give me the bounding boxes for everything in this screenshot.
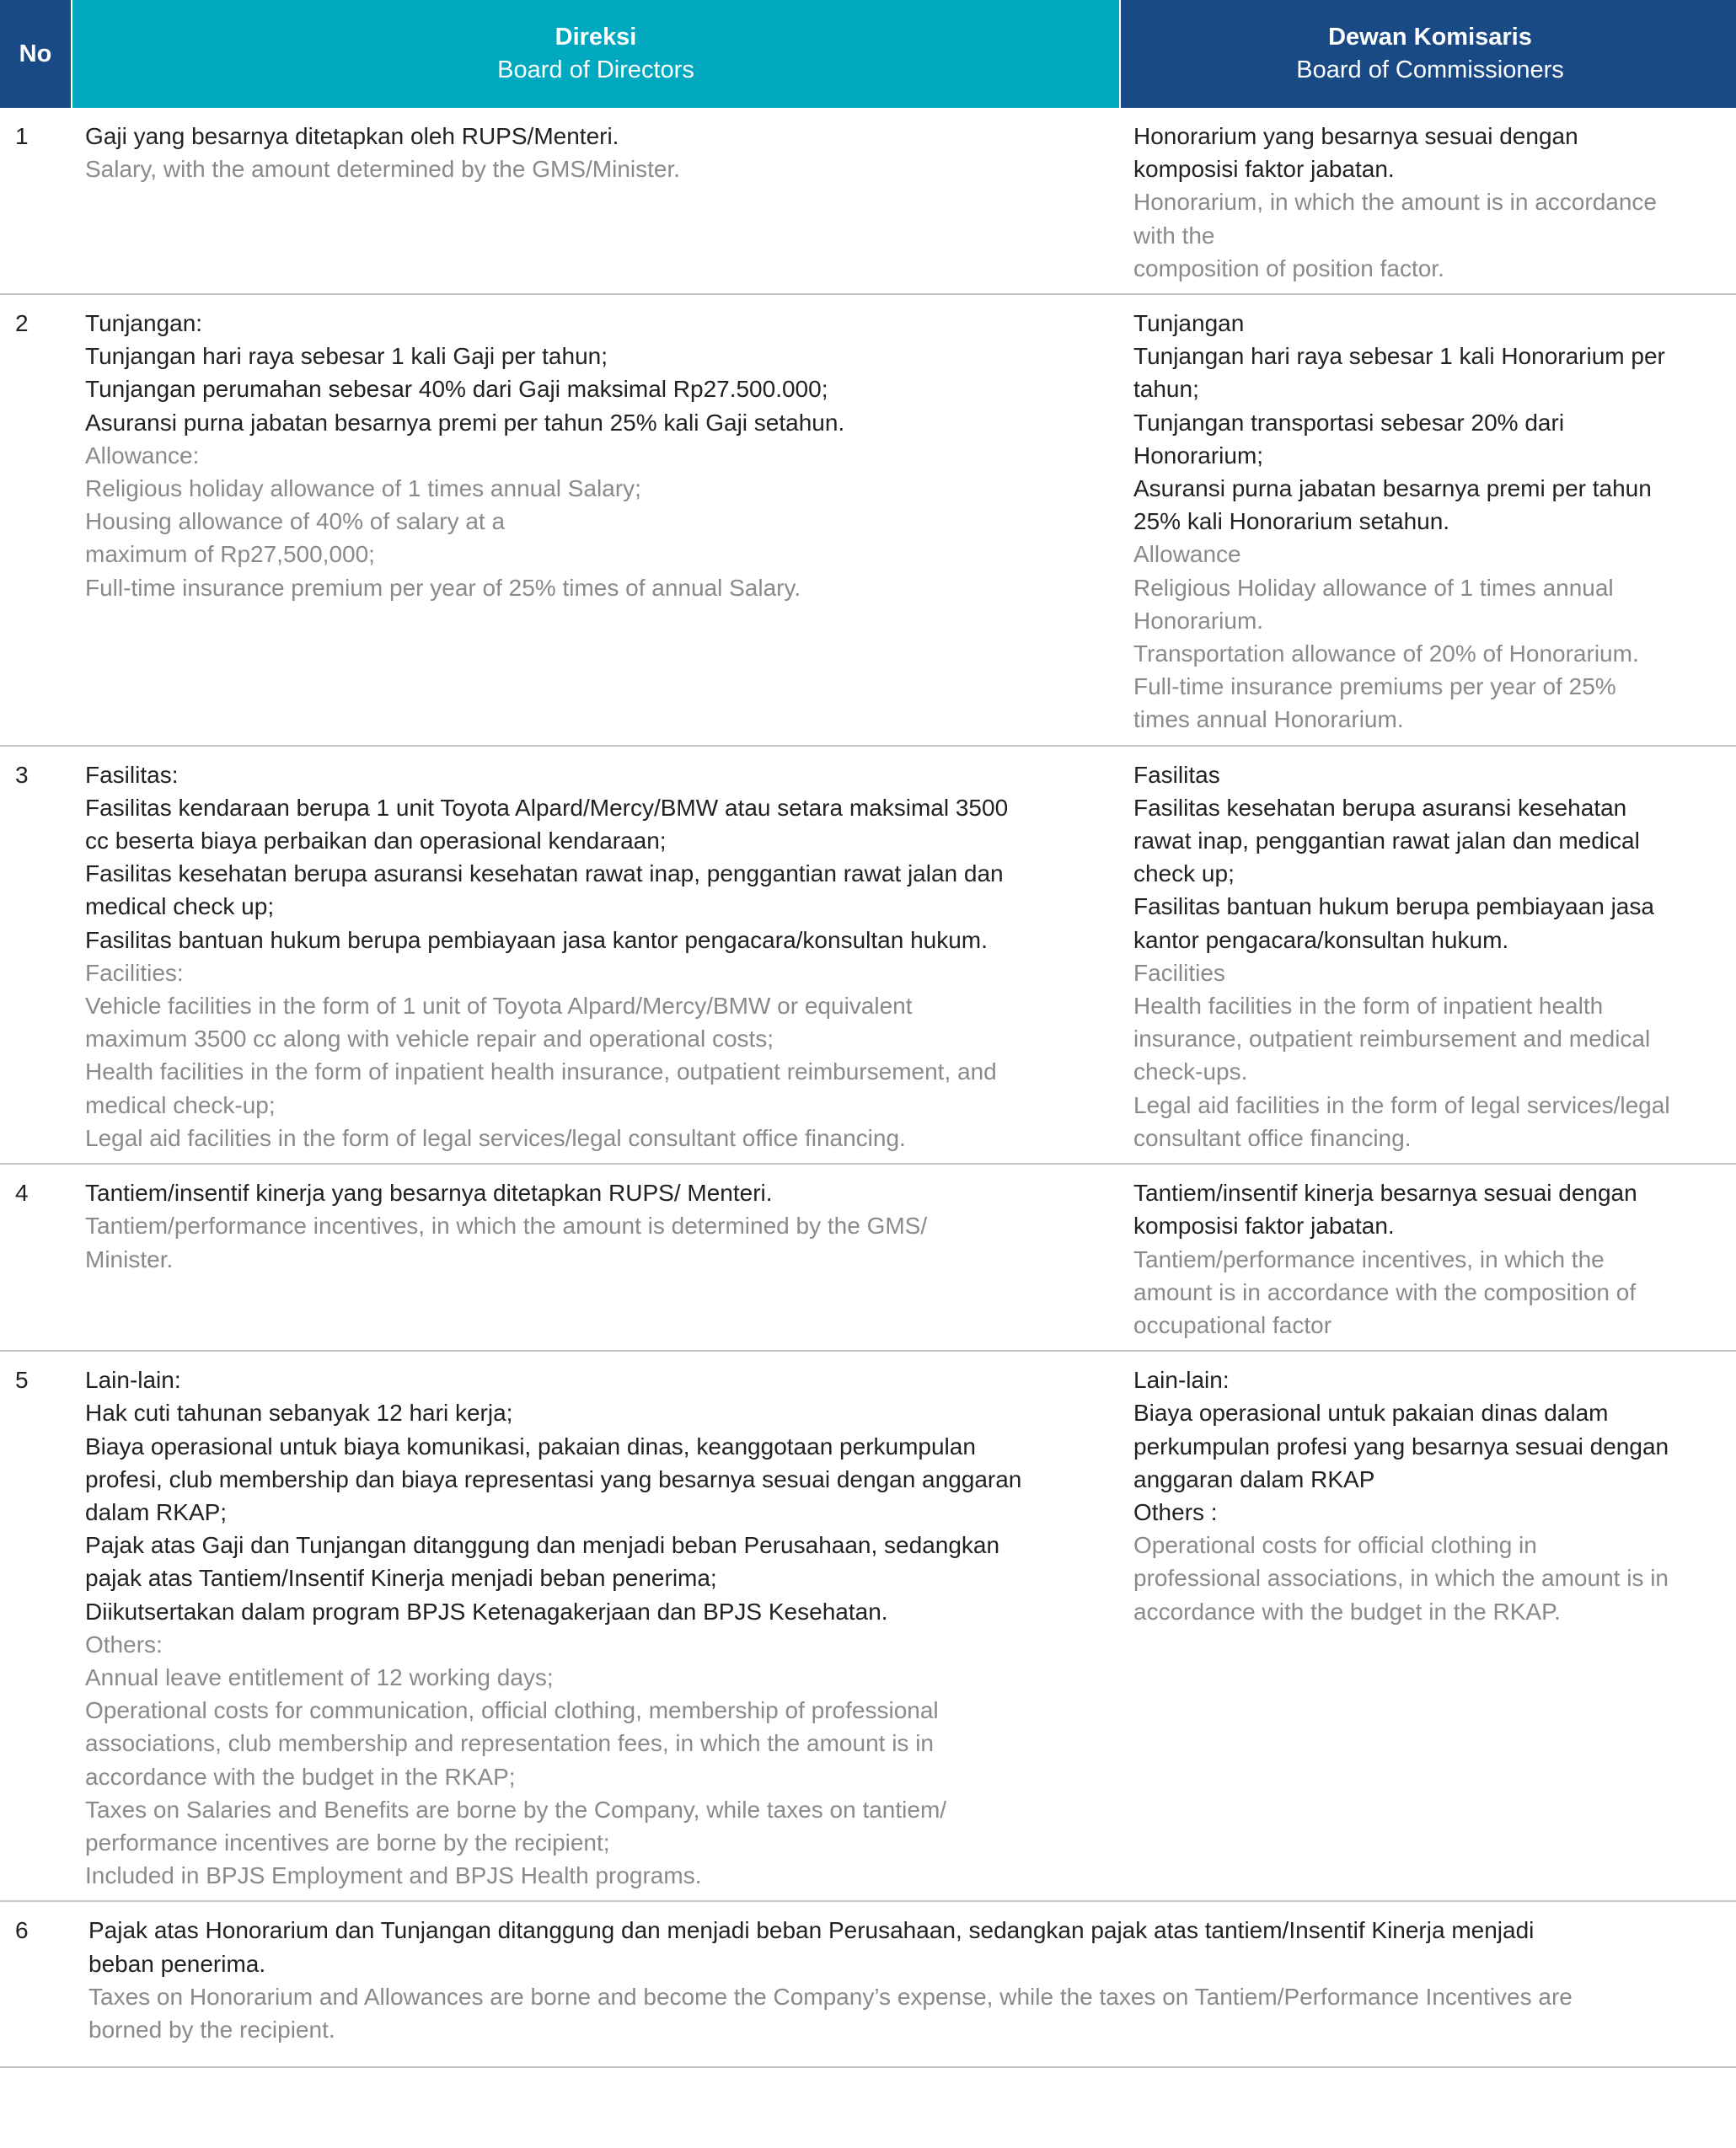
commissioners-cell xyxy=(1120,294,1736,746)
directors-cell xyxy=(72,746,1120,1164)
table-row xyxy=(0,294,1736,746)
directors-text-id: Tunjangan: xyxy=(85,310,203,337)
directors-text-en: Religious holiday allowance of 1 times annual Salary; xyxy=(85,475,641,502)
directors-text-id: Hak cuti tahunan sebanyak 12 hari kerja; xyxy=(85,1400,513,1427)
header-no: No xyxy=(0,0,72,108)
directors-text-en: associations, club membership and representation fees, in which the amount is in xyxy=(85,1730,934,1757)
directors-text-id: profesi, club membership dan biaya representasi yang besarnya sesuai dengan anggaran xyxy=(85,1465,1022,1492)
commissioners-text-en: with the xyxy=(1133,222,1215,249)
commissioners-cell xyxy=(1120,108,1736,294)
combined-cell xyxy=(72,1901,1736,2067)
table-row xyxy=(0,1164,1736,1351)
commissioners-text-id: anggaran dalam RKAP xyxy=(1133,1465,1375,1492)
commissioners-text-en: amount is in accordance with the composition of xyxy=(1133,1278,1637,1305)
table-row xyxy=(0,108,1736,294)
commissioners-text-id: Tunjangan hari raya sebesar 1 kali Honorarium per xyxy=(1133,343,1665,370)
directors-text-en: Operational costs for communication, official clothing, membership of professional xyxy=(85,1697,939,1724)
row-number: 2 xyxy=(0,294,72,746)
directors-text-en: Health facilities in the form of inpatient health insurance, outpatient reimbursement, and xyxy=(85,1058,997,1085)
commissioners-text-id: Fasilitas xyxy=(1133,761,1220,788)
commissioners-text-id: Tantiem/insentif kinerja besarnya sesuai dengan xyxy=(1133,1180,1637,1207)
directors-text-en: Included in BPJS Employment and BPJS Health programs. xyxy=(85,1862,702,1889)
directors-text-id: Tunjangan perumahan sebesar 40% dari Gaji maksimal Rp27.500.000; xyxy=(85,376,828,403)
header-commissioners xyxy=(1120,0,1736,108)
commissioners-text-id: Tunjangan transportasi sebesar 20% dari xyxy=(1133,409,1565,436)
commissioners-text-en: Facilities xyxy=(1133,959,1225,986)
directors-text-en: Vehicle facilities in the form of 1 unit of Toyota Alpard/Mercy/BMW or equivalent xyxy=(85,993,913,1020)
directors-cell xyxy=(72,294,1120,746)
directors-text-en: Others: xyxy=(85,1631,163,1658)
commissioners-text-id: tahun; xyxy=(1133,376,1199,403)
commissioners-text-en: Tantiem/performance incentives, in which the xyxy=(1133,1245,1605,1272)
directors-text-en: Tantiem/performance incentives, in which the amount is determined by the GMS/ xyxy=(85,1213,928,1240)
header-commissioners-id: Dewan Komisaris xyxy=(1328,24,1532,51)
commissioners-text-en: composition of position factor. xyxy=(1133,254,1444,281)
commissioners-text-en: occupational factor xyxy=(1133,1311,1332,1338)
commissioners-cell xyxy=(1120,746,1736,1164)
commissioners-text-id: 25% kali Honorarium setahun. xyxy=(1133,508,1450,535)
directors-text-en: performance incentives are borne by the recipient; xyxy=(85,1829,610,1856)
directors-text-id: Asuransi purna jabatan besarnya premi per tahun 25% kali Gaji setahun. xyxy=(85,409,845,436)
commissioners-text-en: Full-time insurance premiums per year of 25% xyxy=(1133,673,1616,700)
directors-text-en: Minister. xyxy=(85,1245,174,1272)
commissioners-text-id: Lain-lain: xyxy=(1133,1367,1230,1394)
directors-cell xyxy=(72,1164,1120,1351)
directors-text-id: Pajak atas Gaji dan Tunjangan ditanggung dan menjadi beban Perusahaan, sedangkan xyxy=(85,1532,1000,1559)
table-row xyxy=(0,1901,1736,2067)
directors-text-en: medical check-up; xyxy=(85,1091,276,1118)
row-number: 1 xyxy=(0,108,72,294)
table-row xyxy=(0,1351,1736,1901)
directors-text-id: Biaya operasional untuk biaya komunikasi, pakaian dinas, keanggotaan perkumpulan xyxy=(85,1433,976,1460)
directors-text-en: Facilities: xyxy=(85,959,184,986)
commissioners-text-en: insurance, outpatient reimbursement and medical xyxy=(1133,1026,1651,1053)
directors-text-id: Tunjangan hari raya sebesar 1 kali Gaji per tahun; xyxy=(85,343,608,370)
directors-text-en: Allowance: xyxy=(85,442,200,469)
row-number: 5 xyxy=(0,1351,72,1901)
commissioners-text-en: Honorarium. xyxy=(1133,607,1264,634)
combined-text-en: borned by the recipient. xyxy=(88,2016,335,2043)
commissioners-cell xyxy=(1120,1351,1736,1901)
directors-text-id: Fasilitas kendaraan berupa 1 unit Toyota Alpard/Mercy/BMW atau setara maksimal 3500 xyxy=(85,794,1009,821)
directors-text-id: Gaji yang besarnya ditetapkan oleh RUPS/Menteri. xyxy=(85,123,619,149)
commissioners-text-en: Legal aid facilities in the form of legal services/legal xyxy=(1133,1091,1670,1118)
directors-text-id: pajak atas Tantiem/Insentif Kinerja menjadi beban penerima; xyxy=(85,1565,717,1592)
table-row xyxy=(0,746,1736,1164)
directors-text-en: Housing allowance of 40% of salary at a xyxy=(85,508,506,535)
commissioners-text-en: Religious Holiday allowance of 1 times annual xyxy=(1133,574,1614,601)
header-row xyxy=(0,0,1736,108)
commissioners-text-id: Biaya operasional untuk pakaian dinas dalam xyxy=(1133,1400,1609,1427)
commissioners-text-en: accordance with the budget in the RKAP. xyxy=(1133,1598,1561,1625)
header-directors xyxy=(72,0,1120,108)
commissioners-text-id: check up; xyxy=(1133,860,1235,887)
directors-text-id: Tantiem/insentif kinerja yang besarnya ditetapkan RUPS/ Menteri. xyxy=(85,1180,773,1207)
row-number: 3 xyxy=(0,746,72,1164)
commissioners-text-id: rawat inap, penggantian rawat jalan dan medical xyxy=(1133,828,1640,854)
directors-text-en: Full-time insurance premium per year of 25% times of annual Salary. xyxy=(85,574,801,601)
commissioners-text-en: Operational costs for official clothing in xyxy=(1133,1532,1537,1559)
commissioners-text-en: check-ups. xyxy=(1133,1058,1248,1085)
directors-text-id: dalam RKAP; xyxy=(85,1498,228,1525)
directors-text-en: Salary, with the amount determined by the GMS/Minister. xyxy=(85,156,681,183)
commissioners-text-id: perkumpulan profesi yang besarnya sesuai dengan xyxy=(1133,1433,1669,1460)
directors-text-en: Legal aid facilities in the form of legal services/legal consultant office financing. xyxy=(85,1124,906,1151)
row-number: 6 xyxy=(0,1901,72,2067)
directors-text-en: maximum 3500 cc along with vehicle repair and operational costs; xyxy=(85,1026,774,1053)
combined-text-en: Taxes on Honorarium and Allowances are borne and become the Company’s expense, while the taxes on Tantiem/Performance Incentives are xyxy=(88,1983,1573,2010)
directors-text-en: accordance with the budget in the RKAP; xyxy=(85,1763,516,1790)
directors-text-id: Lain-lain: xyxy=(85,1367,181,1394)
commissioners-text-en: Honorarium, in which the amount is in accordance xyxy=(1133,189,1657,216)
commissioners-text-id: Fasilitas kesehatan berupa asuransi kesehatan xyxy=(1133,794,1627,821)
combined-text-id: beban penerima. xyxy=(88,1950,266,1977)
directors-text-en: Annual leave entitlement of 12 working days; xyxy=(85,1663,554,1690)
commissioners-text-id: Fasilitas bantuan hukum berupa pembiayaan jasa xyxy=(1133,893,1654,920)
directors-text-en: Taxes on Salaries and Benefits are borne by the Company, while taxes on tantiem/ xyxy=(85,1796,947,1823)
commissioners-text-en: consultant office financing. xyxy=(1133,1124,1412,1151)
commissioners-text-en: Allowance xyxy=(1133,541,1241,568)
commissioners-text-id: komposisi faktor jabatan. xyxy=(1133,156,1395,183)
directors-cell xyxy=(72,108,1120,294)
commissioners-text-id: komposisi faktor jabatan. xyxy=(1133,1213,1395,1240)
directors-text-en: maximum of Rp27,500,000; xyxy=(85,541,375,568)
commissioners-text-id: Tunjangan xyxy=(1133,310,1245,337)
commissioners-text-id: Others : xyxy=(1133,1498,1218,1525)
row-number: 4 xyxy=(0,1164,72,1351)
commissioners-text-en: times annual Honorarium. xyxy=(1133,706,1404,733)
directors-text-id: medical check up; xyxy=(85,893,275,920)
header-commissioners-en: Board of Commissioners xyxy=(1296,56,1564,83)
combined-text-id: Pajak atas Honorarium dan Tunjangan ditanggung dan menjadi beban Perusahaan, sedangkan pajak atas tantiem/Insentif Kinerja menjadi xyxy=(88,1917,1535,1944)
header-directors-en: Board of Directors xyxy=(497,56,694,83)
directors-text-id: Fasilitas kesehatan berupa asuransi kesehatan rawat inap, penggantian rawat jalan dan xyxy=(85,860,1004,887)
commissioners-text-id: Asuransi purna jabatan besarnya premi per tahun xyxy=(1133,475,1652,502)
commissioners-text-id: Honorarium; xyxy=(1133,442,1264,469)
commissioners-text-en: Transportation allowance of 20% of Honorarium. xyxy=(1133,640,1639,667)
directors-text-id: Fasilitas bantuan hukum berupa pembiayaan jasa kantor pengacara/konsultan hukum. xyxy=(85,926,988,953)
header-directors-id: Direksi xyxy=(555,24,637,51)
directors-text-id: Diikutsertakan dalam program BPJS Ketenagakerjaan dan BPJS Kesehatan. xyxy=(85,1598,888,1625)
commissioners-cell xyxy=(1120,1164,1736,1351)
commissioners-text-en: Health facilities in the form of inpatient health xyxy=(1133,993,1604,1020)
commissioners-text-id: Honorarium yang besarnya sesuai dengan xyxy=(1133,123,1578,149)
directors-text-id: Fasilitas: xyxy=(85,761,179,788)
commissioners-text-id: kantor pengacara/konsultan hukum. xyxy=(1133,926,1509,953)
directors-text-id: cc beserta biaya perbaikan dan operasional kendaraan; xyxy=(85,828,667,854)
commissioners-text-en: professional associations, in which the amount is in xyxy=(1133,1565,1669,1592)
directors-cell xyxy=(72,1351,1120,1901)
